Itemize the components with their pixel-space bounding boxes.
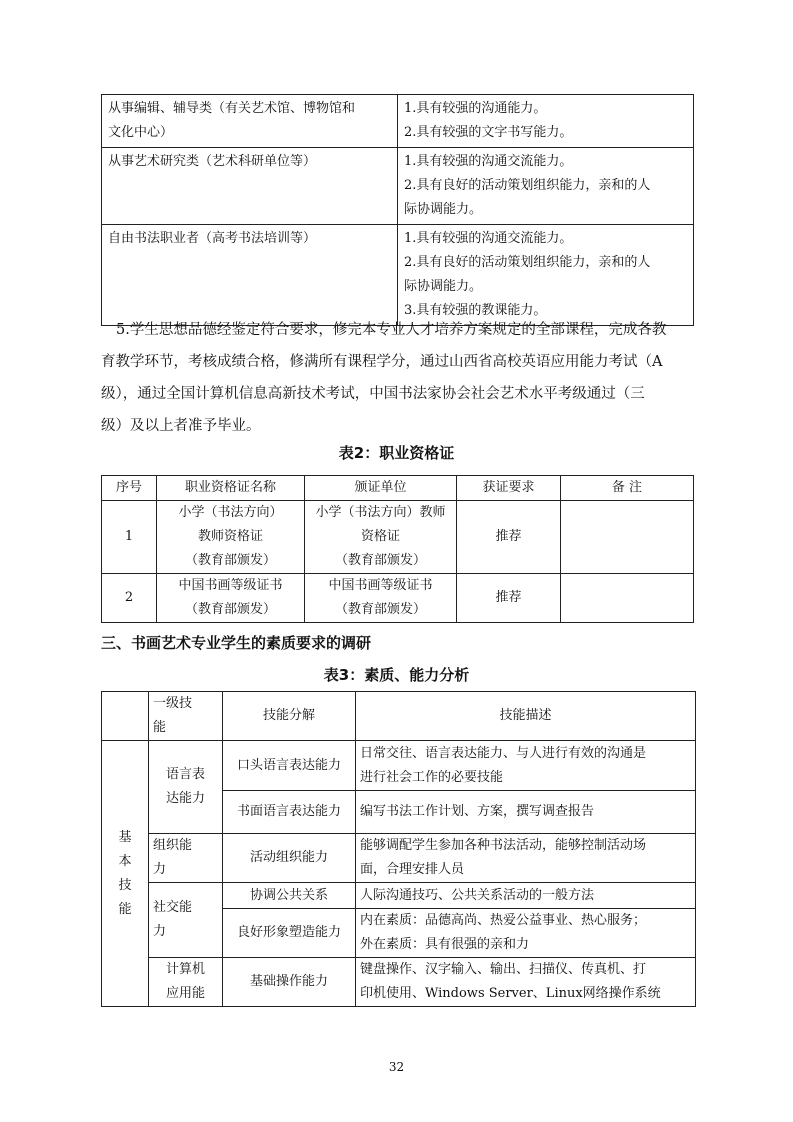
table-row <box>102 148 694 225</box>
skill-description: 键盘操作、汉字输入、输出、扫描仪、传真机、打 印机使用、Windows Server、Linux网络操作系统 <box>356 958 696 1007</box>
table-row <box>102 741 696 791</box>
qualification-certificates-table <box>101 475 694 623</box>
career-ability: 1.具有较强的沟通能力。 2.具有较强的文字书写能力。 <box>398 95 694 148</box>
skill-breakdown: 书面语言表达能力 <box>223 791 356 834</box>
table-header-row <box>102 476 694 501</box>
section-heading: 三、书画艺术专业学生的素质要求的调研 <box>101 634 372 652</box>
table-row <box>102 225 694 326</box>
header-cert-name: 职业资格证名称 <box>157 476 305 501</box>
skill-description: 日常交往、语言表达能力、与人进行有效的沟通是 进行社会工作的必要技能 <box>356 741 696 791</box>
skill-description: 人际沟通技巧、公共关系活动的一般方法 <box>356 883 696 909</box>
cert-note <box>561 574 694 623</box>
table3-caption: 表3：素质、能力分析 <box>323 666 470 684</box>
career-ability: 1.具有较强的沟通交流能力。 2.具有良好的活动策划组织能力，亲和的人 际协调能力。 <box>398 148 694 225</box>
header-skill-breakdown: 技能分解 <box>223 692 356 741</box>
table-header-row <box>102 692 696 741</box>
header-issuer: 颁证单位 <box>305 476 457 501</box>
header-no: 序号 <box>102 476 157 501</box>
cert-requirement: 推荐 <box>457 574 561 623</box>
header-empty <box>102 692 149 741</box>
table2-caption: 表2：职业资格证 <box>338 444 455 462</box>
skill-category: 社交能 力 <box>149 883 223 958</box>
skill-description: 能够调配学生参加各种书法活动，能够控制活动场 面，合理安排人员 <box>356 834 696 883</box>
table-row <box>102 883 696 909</box>
skill-breakdown: 活动组织能力 <box>223 834 356 883</box>
cert-no: 1 <box>102 501 157 574</box>
skill-category: 语言表 达能力 <box>149 741 223 834</box>
cert-no: 2 <box>102 574 157 623</box>
skill-breakdown: 基础操作能力 <box>223 958 356 1007</box>
skill-category: 组织能 力 <box>149 834 223 883</box>
header-level1-skill: 一级技 能 <box>149 692 223 741</box>
table-row <box>102 574 694 623</box>
header-note: 备 注 <box>561 476 694 501</box>
table-row <box>102 501 694 574</box>
career-requirements-table <box>101 94 694 326</box>
cert-note <box>561 501 694 574</box>
table-row <box>102 834 696 883</box>
career-category: 自由书法职业者（高考书法培训等） <box>102 225 398 326</box>
skill-category: 计算机 应用能 <box>149 958 223 1007</box>
cert-requirement: 推荐 <box>457 501 561 574</box>
skill-description: 编写书法工作计划、方案，撰写调查报告 <box>356 791 696 834</box>
cert-issuer: 小学（书法方向）教师 资格证 （教育部颁发） <box>305 501 457 574</box>
header-requirement: 获证要求 <box>457 476 561 501</box>
table-row <box>102 958 696 1007</box>
career-category: 从事艺术研究类（艺术科研单位等） <box>102 148 398 225</box>
cert-name: 小学（书法方向） 教师资格证 （教育部颁发） <box>157 501 305 574</box>
skill-breakdown: 良好形象塑造能力 <box>223 909 356 958</box>
cert-issuer: 中国书画等级证书 （教育部颁发） <box>305 574 457 623</box>
page-number: 32 <box>388 1060 405 1074</box>
skill-breakdown: 口头语言表达能力 <box>223 741 356 791</box>
graduation-requirements-paragraph: 5.学生思想品德经鉴定符合要求，修完本专业人才培养方案规定的全部课程，完成各教 育教学环节，考核成绩合格，修满所有课程学分，通过山西省高校英语应用能力考试（A 级），通过全国计算机信息高新技术考试，中国书法家协会社会艺术水平考级通过（三 级）及以上者准予毕业。 <box>101 322 667 434</box>
cert-name: 中国书画等级证书 （教育部颁发） <box>157 574 305 623</box>
quality-ability-table <box>101 691 696 1007</box>
basic-skills-group: 基 本 技 能 <box>102 741 149 1007</box>
career-ability: 1.具有较强的沟通交流能力。 2.具有良好的活动策划组织能力，亲和的人 际协调能力。 3.具有较强的教课能力。 <box>398 225 694 326</box>
skill-breakdown: 协调公共关系 <box>223 883 356 909</box>
table-row <box>102 95 694 148</box>
skill-description: 内在素质：品德高尚、热爱公益事业、热心服务； 外在素质：具有很强的亲和力 <box>356 909 696 958</box>
header-skill-description: 技能描述 <box>356 692 696 741</box>
career-category: 从事编辑、辅导类（有关艺术馆、博物馆和 文化中心） <box>102 95 398 148</box>
